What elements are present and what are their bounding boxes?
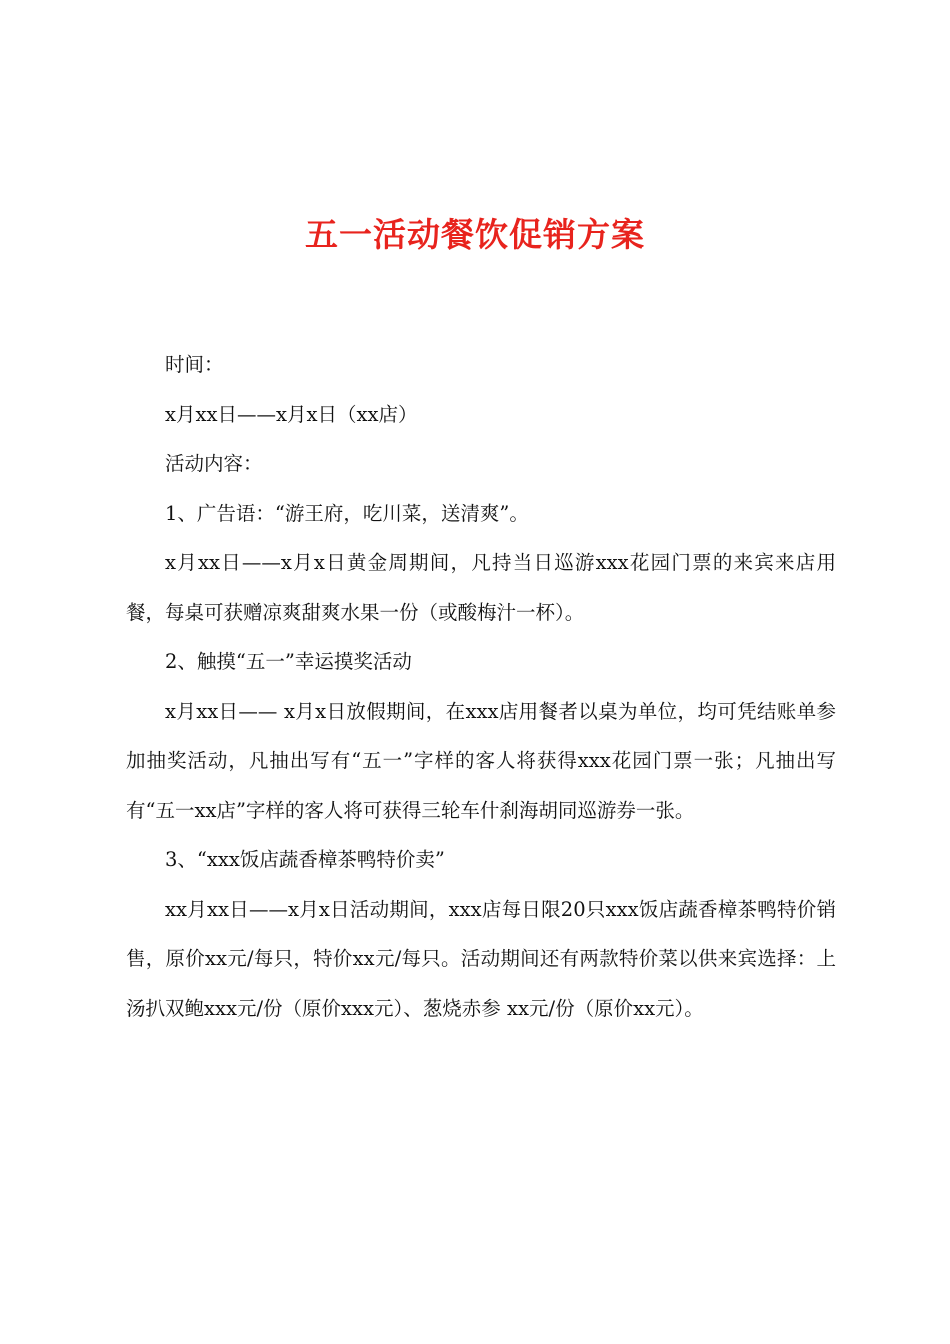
document-body [126, 340, 836, 1033]
document-title: 五一活动餐饮促销方案 [305, 215, 645, 254]
paragraph-item-1-heading: 1、广告语：“游王府，吃川菜，送清爽”。 [165, 501, 529, 525]
paragraph-item-3-body: xx月xx日——x月x日活动期间，xxx店每日限20只xxx饭店蔬香樟茶鸭特价销售，原价xx元/每只，特价xx元/每只。活动期间还有两款特价菜以供来宾选择：上汤扒双鲍xxx元/份（原价xxx元）、葱烧赤参 xx元/份（原价xx元）。 [126, 897, 836, 1020]
paragraph-item-1-body: x月xx日——x月x日黄金周期间，凡持当日巡游xxx花园门票的来宾来店用餐，每桌可获赠凉爽甜爽水果一份（或酸梅汁一杯）。 [126, 551, 836, 624]
paragraph-time-range: x月xx日——x月x日（xx店） [165, 402, 418, 426]
paragraph-item-3-heading: 3、“xxx饭店蔬香樟茶鸭特价卖” [165, 848, 445, 871]
paragraph-item-2-body: x月xx日—— x月x日放假期间，在xxx店用餐者以桌为单位，均可凭结账单参加抽奖活动，凡抽出写有“五一”字样的客人将获得xxx花园门票一张；凡抽出写有“五一xx店”字样的客人将可获得三轮车什刹海胡同巡游券一张。 [126, 699, 836, 822]
paragraph-time-label: 时间： [165, 353, 224, 376]
paragraph-item-2-heading: 2、触摸“五一”幸运摸奖活动 [165, 650, 412, 673]
paragraph-content-label: 活动内容： [165, 452, 263, 475]
